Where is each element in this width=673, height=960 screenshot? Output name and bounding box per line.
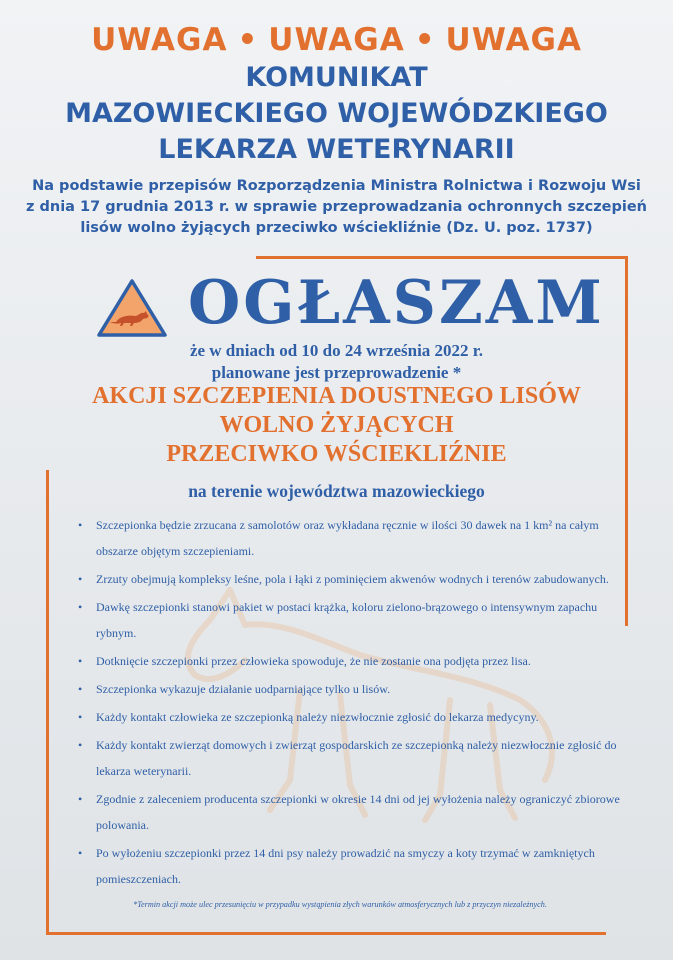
list-item: • Dawkę szczepionki stanowi pakiet w postaci krążka, koloru zielono-brązowego o intensywnym zapachu rybnym. (76, 594, 622, 646)
campaign-region: na terenie województwa mazowieckiego (188, 481, 485, 501)
separator-dot: • (414, 22, 436, 58)
legal-basis-line-3: lisów wolno żyjących przeciwko wściekliźnie (Dz. U. poz. 1737) (80, 220, 593, 236)
uwaga-word-1: UWAGA (91, 22, 228, 58)
list-item: • Szczepionka będzie zrzucana z samolotów oraz wykładana ręcznie w ilości 30 dawek na 1 km² na całym obszarze objętym szczepieniami. (76, 512, 622, 564)
frame-border-top (256, 256, 628, 259)
uwaga-banner (0, 22, 673, 58)
notice-title (0, 60, 673, 168)
uwaga-word-3: UWAGA (445, 22, 582, 58)
list-item: • Szczepionka wykazuje działanie uodparniające tylko u lisów. (76, 676, 622, 702)
list-item: • Zrzuty obejmują kompleksy leśne, pola i łąki z pominięciem akwenów wodnych i terenów zabudowanych. (76, 566, 622, 592)
campaign-dates (0, 340, 673, 384)
announcement-heading: OGŁASZAM (188, 268, 605, 338)
title-line-3: LEKARZA WETERYNARII (158, 134, 515, 165)
campaign-line-2: WOLNO ŻYJĄCYCH (219, 412, 454, 438)
dates-line-1: że w dniach od 10 do 24 września 2022 r. (189, 341, 484, 360)
campaign-line-3: PRZECIWKO WŚCIEKLIŹNIE (166, 441, 507, 467)
list-item: • Dotknięcie szczepionki przez człowieka spowoduje, że nie zostanie ona podjęta przez lisa. (76, 648, 622, 674)
separator-dot: • (237, 22, 259, 58)
title-line-2: MAZOWIECKIEGO WOJEWÓDZKIEGO (65, 98, 608, 129)
frame-border-bottom (46, 932, 606, 935)
list-item: • Każdy kontakt człowieka ze szczepionką należy niezwłocznie zgłosić do lekarza medycyny. (76, 704, 622, 730)
list-item: • Po wyłożeniu szczepionki przez 14 dni psy należy prowadzić na smyczy a koty trzymać w zamkniętych pomieszczeniach. (76, 840, 622, 892)
legal-basis (20, 176, 653, 239)
warning-triangle-fox-icon (96, 278, 168, 338)
dates-line-2: planowane jest przeprowadzenie * (211, 363, 462, 382)
uwaga-word-2: UWAGA (268, 22, 405, 58)
campaign-name (0, 382, 673, 469)
title-line-1: KOMUNIKAT (245, 62, 428, 93)
legal-basis-line-2: z dnia 17 grudnia 2013 r. w sprawie przeprowadzania ochronnych szczepień (26, 199, 647, 215)
rules-list (76, 512, 622, 894)
legal-basis-line-1: Na podstawie przepisów Rozporządzenia Ministra Rolnictwa i Rozwoju Wsi (32, 178, 641, 194)
frame-border-left (46, 470, 49, 935)
list-item: • Każdy kontakt zwierząt domowych i zwierząt gospodarskich ze szczepionką należy niezwłocznie zgłosić do lekarza weterynarii. (76, 732, 622, 784)
footnote: *Termin akcji może ulec przesunięciu w przypadku wystąpienia złych warunków atmosferycznych lub z przyczyn niezależnych. (133, 900, 547, 909)
list-item: • Zgodnie z zaleceniem producenta szczepionki w okresie 14 dni od jej wyłożenia należy ograniczyć zbiorowe polowania. (76, 786, 622, 838)
campaign-line-1: AKCJI SZCZEPIENIA DOUSTNEGO LISÓW (92, 383, 581, 409)
